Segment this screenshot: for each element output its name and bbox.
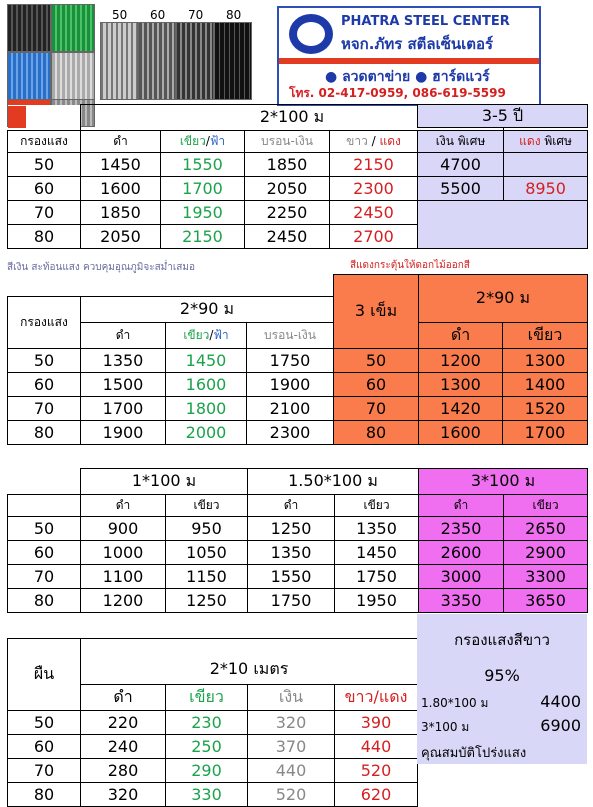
table-cell: 1600 xyxy=(166,373,247,397)
table-cell: 4700 xyxy=(418,153,504,177)
table-cell: 1300 xyxy=(503,349,588,373)
note-red: สีแดงกระตุ้นให้ดอกไม้ออกสี xyxy=(350,260,470,271)
white-shade-price-2: 6900 xyxy=(540,716,581,735)
table-cell: 1850 xyxy=(245,153,330,177)
table-cell: 80 xyxy=(8,225,81,249)
table-cell xyxy=(504,153,588,177)
table-cell: 1420 xyxy=(419,397,503,421)
table-cell: 320 xyxy=(81,783,166,807)
table-cell: 520 xyxy=(248,783,335,807)
table-cell: 320 xyxy=(248,711,335,735)
white-shade-property: คุณสมบัติโปร่งแสง xyxy=(421,746,527,761)
table-cell: 60 xyxy=(8,735,81,759)
table-cell: 1400 xyxy=(503,373,588,397)
table-cell: 50 xyxy=(8,349,81,373)
table-cell: 1050 xyxy=(166,541,248,565)
table-cell: 1800 xyxy=(166,397,247,421)
table-cell: 370 xyxy=(248,735,335,759)
bird-logo-icon xyxy=(289,14,333,54)
swatch-shade-60 xyxy=(138,22,176,100)
table-cell: 80 xyxy=(8,783,81,807)
table-cell: 240 xyxy=(81,735,166,759)
header-bronze-silver: บรอน-เงิน xyxy=(247,323,334,349)
header-silver-special: เงิน พิเศษ xyxy=(418,131,504,153)
table-cell: 1850 xyxy=(81,201,161,225)
table-cell: 1750 xyxy=(248,589,335,613)
table-cell: 1250 xyxy=(166,589,248,613)
header-green: เขียว xyxy=(166,495,248,517)
table-cell: 70 xyxy=(334,397,419,421)
table-cell: 1350 xyxy=(335,517,419,541)
table-cell: 2150 xyxy=(161,225,245,249)
table-cell: 1150 xyxy=(166,565,248,589)
lavender-blank xyxy=(418,201,588,249)
table-cell: 70 xyxy=(8,397,81,421)
table-cell: 2450 xyxy=(330,201,418,225)
header-green: เขียว xyxy=(335,495,419,517)
table-cell: 390 xyxy=(335,711,418,735)
table-cell: 220 xyxy=(81,711,166,735)
swatch-black-net xyxy=(7,4,51,52)
blank-cell xyxy=(166,275,247,297)
table-cell: 1750 xyxy=(335,565,419,589)
header-white-red: ขาว / แดง xyxy=(330,131,418,153)
blank-cell xyxy=(8,469,81,495)
header-bronze-silver: บรอน-เงิน xyxy=(245,131,330,153)
header-white-red: ขาว/แดง xyxy=(335,685,418,711)
header-black: ดำ xyxy=(81,323,166,349)
header-shade: กรองแสง xyxy=(8,131,81,153)
table-cell: 2900 xyxy=(504,541,588,565)
price-table-2x90 xyxy=(7,274,588,445)
table-cell: 3650 xyxy=(504,589,588,613)
header-black: ดำ xyxy=(81,685,166,711)
table-cell: 1950 xyxy=(161,201,245,225)
header-black: ดำ xyxy=(81,131,161,153)
table-cell: 2300 xyxy=(247,421,334,445)
header-green-right: เขียว xyxy=(503,323,588,349)
table-cell: 1200 xyxy=(81,589,166,613)
table-cell: 2700 xyxy=(330,225,418,249)
table-cell: 70 xyxy=(8,201,81,225)
table-cell: 80 xyxy=(8,589,81,613)
table-cell: 1550 xyxy=(161,153,245,177)
white-shade-panel xyxy=(417,614,587,764)
table-cell: 1550 xyxy=(248,565,335,589)
table3-title-b: 1.50*100 ม xyxy=(248,469,419,495)
table-cell: 1100 xyxy=(81,565,166,589)
table2-right-title: 2*90 ม xyxy=(419,275,588,323)
table-cell: 1750 xyxy=(247,349,334,373)
table-cell: 2250 xyxy=(245,201,330,225)
table-cell: 1300 xyxy=(419,373,503,397)
table-cell: 250 xyxy=(166,735,248,759)
swatch-green-net xyxy=(51,4,95,52)
table-cell: 520 xyxy=(335,759,418,783)
table-cell: 5500 xyxy=(418,177,504,201)
logo-name-en: PHATRA STEEL CENTER xyxy=(341,14,510,29)
table-cell: 3350 xyxy=(419,589,504,613)
header-black: ดำ xyxy=(248,495,335,517)
table-cell: 60 xyxy=(8,373,81,397)
table-cell: 1600 xyxy=(81,177,161,201)
header-black-right: ดำ xyxy=(419,323,503,349)
price-table-2x10 xyxy=(7,638,418,807)
header-silver: เงิน xyxy=(248,685,335,711)
three-needle-label: 3 เข็ม xyxy=(334,275,419,349)
table-cell: 60 xyxy=(8,541,81,565)
red-corner xyxy=(8,105,81,131)
table-cell: 2350 xyxy=(419,517,504,541)
table-cell: 1500 xyxy=(81,373,166,397)
swatch-blue-net xyxy=(7,52,51,100)
table-cell: 1700 xyxy=(81,397,166,421)
price-table-widths xyxy=(7,468,588,613)
table-cell: 2650 xyxy=(504,517,588,541)
table-cell: 2150 xyxy=(330,153,418,177)
table-cell: 1450 xyxy=(81,153,161,177)
table-cell: 3000 xyxy=(419,565,504,589)
header-red-special: แดง พิเศษ xyxy=(504,131,588,153)
table-cell: 440 xyxy=(248,759,335,783)
table-cell: 80 xyxy=(334,421,419,445)
white-shade-size-2: 3*100 ม xyxy=(421,720,470,734)
table-cell: 440 xyxy=(335,735,418,759)
table-cell: 1000 xyxy=(81,541,166,565)
white-shade-size-1: 1.80*100 ม xyxy=(421,696,489,710)
table-cell: 2300 xyxy=(330,177,418,201)
logo-name-th: หจก.ภัทร สตีลเซ็นเตอร์ xyxy=(341,35,494,53)
table-cell: 8950 xyxy=(504,177,588,201)
table-cell: 1200 xyxy=(419,349,503,373)
table-cell: 1600 xyxy=(419,421,503,445)
table-cell: 280 xyxy=(81,759,166,783)
table-cell: 1450 xyxy=(166,349,247,373)
table-cell: 60 xyxy=(8,177,81,201)
blank-cell xyxy=(247,275,334,297)
header-green-blue: เขียว/ฟ้า xyxy=(161,131,245,153)
note-silver: สีเงิน สะท้อนแสง ควบคุมอุณภูมิจะสม่ำเสมอ xyxy=(7,262,195,273)
table-cell: 1900 xyxy=(247,373,334,397)
swatch-shade-80 xyxy=(214,22,252,100)
table-cell: 2100 xyxy=(247,397,334,421)
table-cell: 3300 xyxy=(504,565,588,589)
table-cell: 230 xyxy=(166,711,248,735)
table4-title: 2*10 เมตร xyxy=(81,639,418,685)
table-cell: 1520 xyxy=(503,397,588,421)
table-cell: 1700 xyxy=(503,421,588,445)
table-cell: 1350 xyxy=(81,349,166,373)
blank-cell xyxy=(8,495,81,517)
table-cell: 1950 xyxy=(335,589,419,613)
table-cell: 330 xyxy=(166,783,248,807)
header-green: เขียว xyxy=(504,495,588,517)
blank-cell xyxy=(81,275,166,297)
table-cell: 2050 xyxy=(81,225,161,249)
table-cell: 290 xyxy=(166,759,248,783)
table-cell: 60 xyxy=(334,373,419,397)
white-shade-pct: 95% xyxy=(484,666,520,685)
table-cell: 900 xyxy=(81,517,166,541)
header-green-blue: เขียว/ฟ้า xyxy=(166,323,247,349)
logo-tagline: ● ลวดตาข่าย ● ฮาร์ดแวร์ xyxy=(325,69,490,85)
header-black: ดำ xyxy=(419,495,504,517)
table2-title: 2*90 ม xyxy=(81,297,334,323)
table-cell: 70 xyxy=(8,759,81,783)
white-shade-title: กรองแสงสีขาว xyxy=(454,631,550,649)
table-cell: 50 xyxy=(8,153,81,177)
table-cell: 1350 xyxy=(248,541,335,565)
swatch-label-60: 60 xyxy=(150,8,166,22)
table-cell: 80 xyxy=(8,421,81,445)
table1-title: 2*100 ม xyxy=(81,105,504,131)
table3-title-a: 1*100 ม xyxy=(81,469,248,495)
swatch-silver-net xyxy=(51,52,95,100)
table-cell: 950 xyxy=(166,517,248,541)
header-green: เขียว xyxy=(166,685,248,711)
table-cell: 1450 xyxy=(335,541,419,565)
swatch-shade-70 xyxy=(176,22,214,100)
swatch-label-80: 80 xyxy=(226,8,242,22)
swatch-shade-50 xyxy=(100,22,138,100)
table4-left-label: ผืน xyxy=(8,639,81,711)
table-cell: 1700 xyxy=(161,177,245,201)
table-cell: 620 xyxy=(335,783,418,807)
table-cell: 1900 xyxy=(81,421,166,445)
blank-cell xyxy=(8,275,81,297)
logo-phone: โทร. 02-417-0959, 086-619-5599 xyxy=(289,86,506,100)
company-logo xyxy=(277,6,541,106)
table-cell: 50 xyxy=(8,711,81,735)
table2-shade: กรองแสง xyxy=(8,297,81,349)
table-cell: 2000 xyxy=(166,421,247,445)
swatch-label-70: 70 xyxy=(188,8,204,22)
swatch-label-50: 50 xyxy=(112,8,128,22)
table-cell: 50 xyxy=(8,517,81,541)
table-cell: 50 xyxy=(334,349,419,373)
table3-title-c: 3*100 ม xyxy=(419,469,588,495)
table-cell: 70 xyxy=(8,565,81,589)
white-shade-price-1: 4400 xyxy=(540,692,581,711)
table1-side-title-box: 3-5 ปี xyxy=(417,104,588,128)
header-black: ดำ xyxy=(81,495,166,517)
table-cell: 2050 xyxy=(245,177,330,201)
table-cell: 1250 xyxy=(248,517,335,541)
table-cell: 2600 xyxy=(419,541,504,565)
table-cell: 2450 xyxy=(245,225,330,249)
